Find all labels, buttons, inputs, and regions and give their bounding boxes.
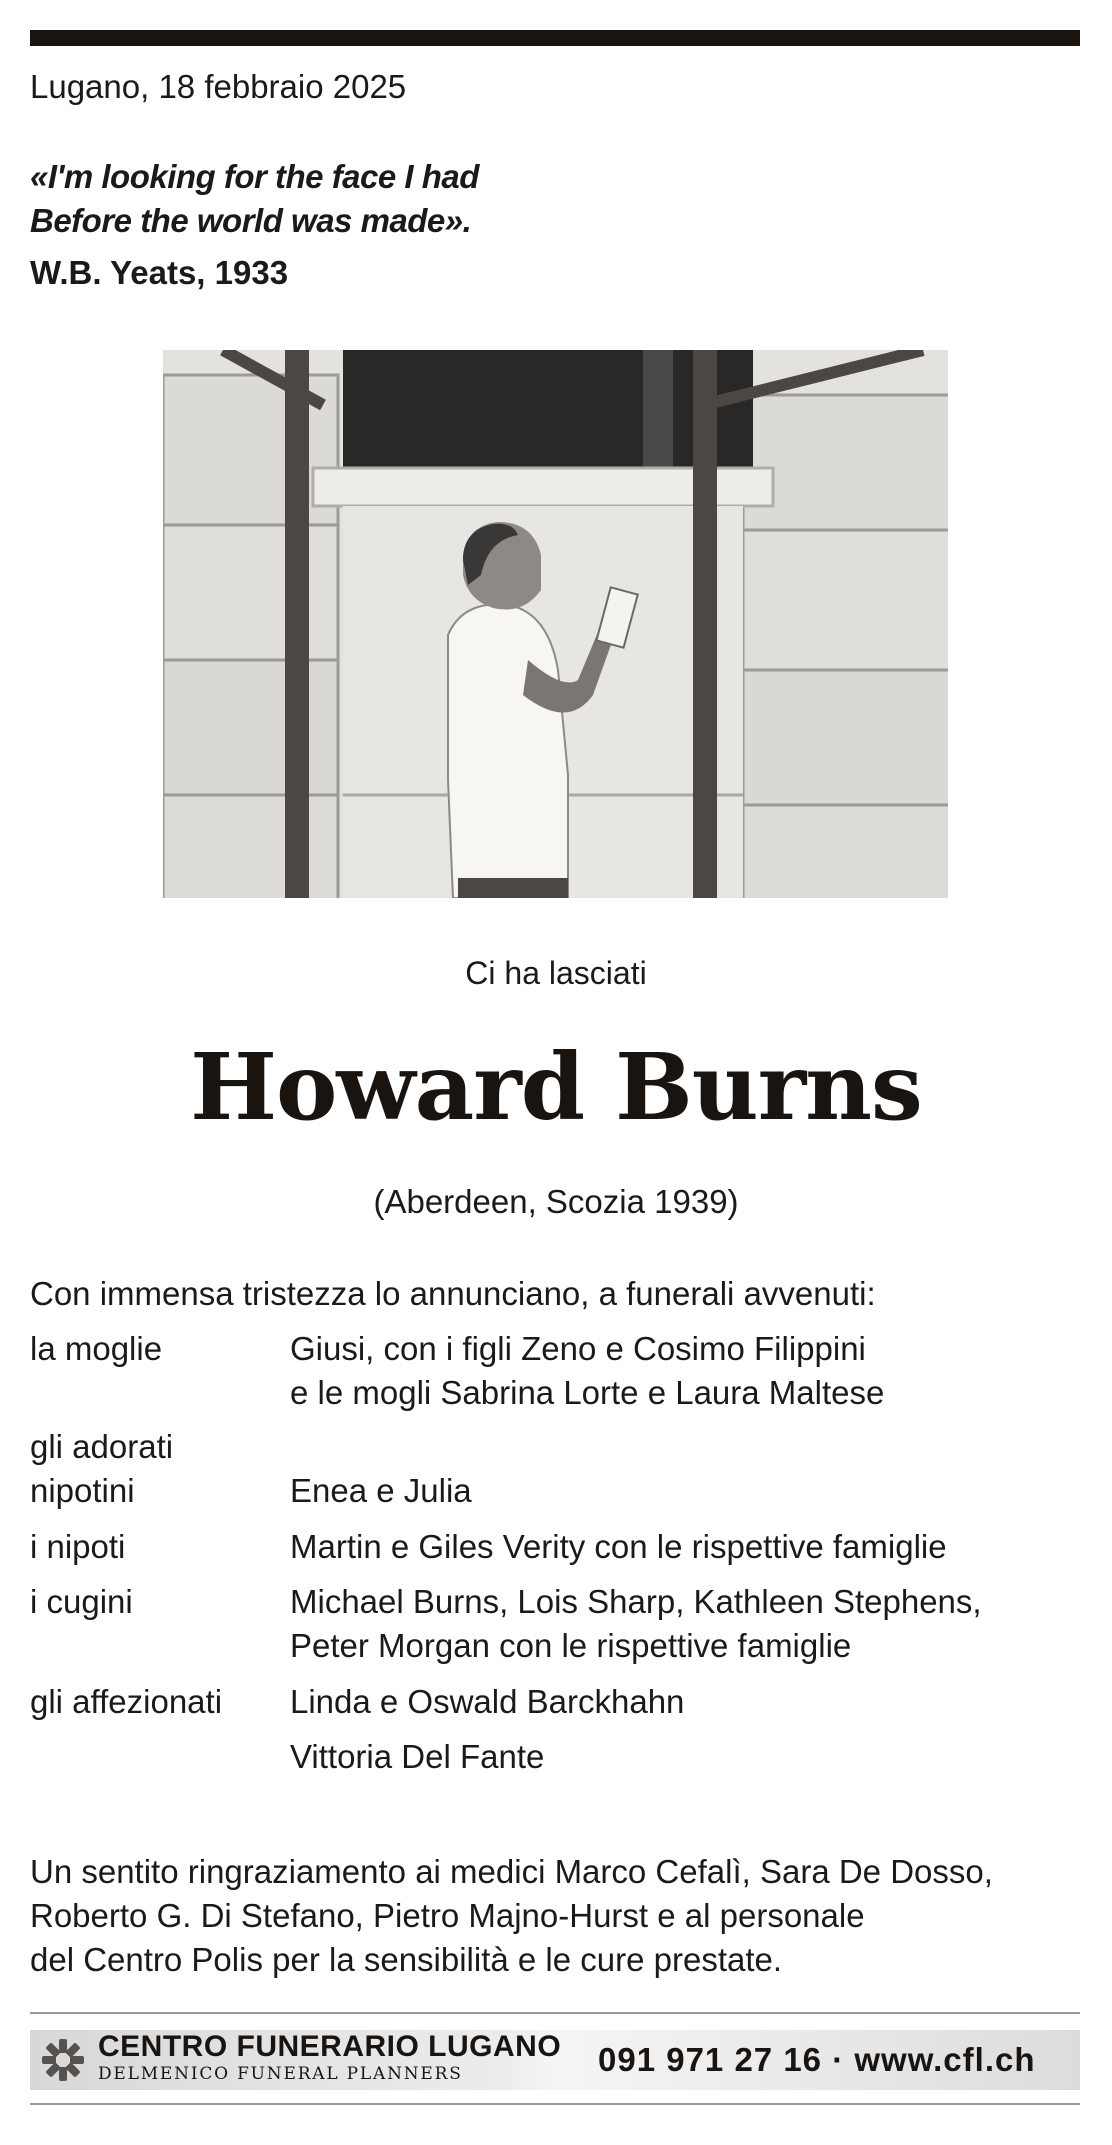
relative-names: Enea e Julia [290, 1472, 472, 1509]
epigraph-author: W.B. Yeats, 1933 [30, 254, 289, 291]
footer-bottom-rule [30, 2103, 1080, 2105]
funeral-home-subtitle: DELMENICO FUNERAL PLANNERS [98, 2064, 463, 2084]
epigraph-line: «I'm looking for the face I had [30, 158, 479, 195]
portrait-photo [163, 350, 948, 898]
relative-label: gli affezionati [30, 1683, 223, 1720]
relative-label: i cugini [30, 1583, 133, 1620]
relative-names: Michael Burns, Lois Sharp, Kathleen Stephens, [290, 1583, 982, 1620]
top-rule [30, 30, 1080, 46]
cfl-logo-icon [40, 2037, 86, 2083]
relative-label: gli adorati [30, 1428, 174, 1465]
relative-names: e le mogli Sabrina Lorte e Laura Maltese [290, 1374, 885, 1411]
thanks-line: Roberto G. Di Stefano, Pietro Majno-Hurst e al personale [30, 1897, 865, 1934]
footer-top-rule [30, 2012, 1080, 2014]
notice-date: Lugano, 18 febbraio 2025 [30, 68, 407, 105]
funeral-home-name: CENTRO FUNERARIO LUGANO [98, 2030, 562, 2063]
thanks-line: del Centro Polis per la sensibilità e le cure prestate. [30, 1941, 783, 1978]
relative-names: Vittoria Del Fante [290, 1738, 545, 1775]
relative-label: nipotini [30, 1472, 135, 1509]
thanks-text [30, 1850, 993, 1982]
portrait-photo-icon [163, 350, 948, 898]
relative-names: Giusi, con i figli Zeno e Cosimo Filippini [290, 1330, 866, 1367]
thanks-line: Un sentito ringraziamento ai medici Marco Cefalì, Sara De Dosso, [30, 1853, 993, 1890]
relative-label: i nipoti [30, 1528, 126, 1565]
relative-names: Peter Morgan con le rispettive famiglie [290, 1627, 852, 1664]
announcement: Con immensa tristezza lo annunciano, a funerali avvenuti: [30, 1275, 876, 1312]
funeral-home-contact: 091 971 27 16 · www.cfl.ch [598, 2041, 1036, 2078]
relative-names: Martin e Giles Verity con le rispettive famiglie [290, 1528, 947, 1565]
lead-text: Ci ha lasciati [465, 955, 647, 991]
deceased-name: Howard Burns [190, 1033, 922, 1141]
epigraph-line: Before the world was made». [30, 202, 472, 239]
birth-info: (Aberdeen, Scozia 1939) [373, 1183, 739, 1220]
relative-label: la moglie [30, 1330, 163, 1367]
relative-names: Linda e Oswald Barckhahn [290, 1683, 685, 1720]
epigraph-quote [30, 155, 479, 243]
